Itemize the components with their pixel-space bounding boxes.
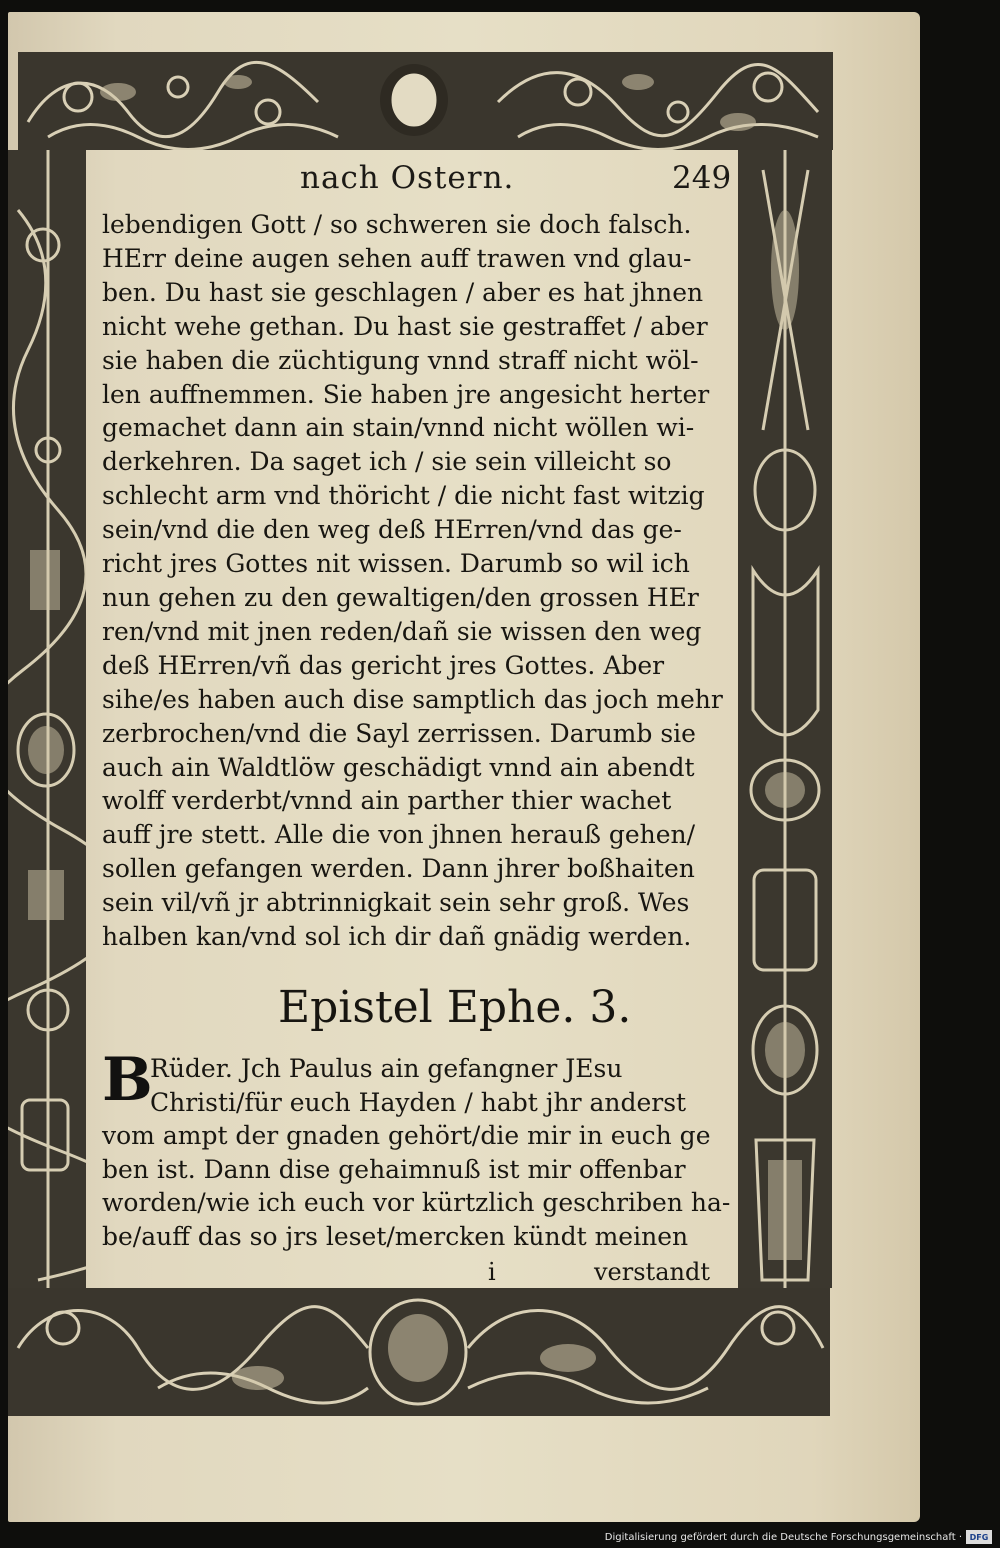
- text-line: HErr deine augen sehen auff trawen vnd glau-: [102, 243, 692, 273]
- text-line: lebendigen Gott / so schweren sie doch falsch.: [102, 210, 692, 239]
- body-text: [102, 208, 738, 954]
- text-line: sein vil/vñ jr abtrinnigkait sein sehr groß. Wes: [102, 888, 690, 918]
- text-line: Rüder. Jch Paulus ain gefangner JEsu: [150, 1054, 623, 1083]
- epistle-text: [102, 1045, 738, 1253]
- text-line: be/auff das so jrs leset/mercken kündt meinen: [102, 1221, 689, 1251]
- text-line: halben kan/vnd sol ich dir dañ gnädig werden.: [102, 922, 692, 952]
- ornamental-border-left: [8, 150, 86, 1288]
- text-line: sie haben die züchtigung vnnd straff nicht wöl-: [102, 345, 699, 375]
- ornamental-border-right: [738, 150, 832, 1288]
- text-line: worden/wie ich euch vor kürtzlich geschriben ha-: [102, 1188, 731, 1217]
- text-line: ben ist. Dann dise gehaimnuß ist mir offenbar: [102, 1154, 686, 1184]
- text-line: wolff verderbt/vnnd ain parther thier wachet: [102, 786, 672, 816]
- text-line: sein/vnd die den weg deß HErren/vnd das ge-: [102, 515, 682, 545]
- text-line: deß HErren/vñ das gericht jres Gottes. Aber: [102, 650, 665, 680]
- text-line: gemachet dann ain stain/vnnd nicht wöllen wi-: [102, 413, 695, 443]
- section-heading: Epistel Ephe. 3.: [278, 982, 632, 1033]
- text-line: richt jres Gottes nit wissen. Darumb so wil ich: [102, 549, 690, 579]
- drop-cap: B: [102, 1045, 153, 1115]
- text-line: nun gehen zu den gewaltigen/den grossen HEr: [102, 582, 699, 612]
- running-head: nach Ostern.: [300, 160, 515, 196]
- text-line: zerbrochen/vnd die Sayl zerrissen. Darumb sie: [102, 718, 696, 748]
- signature-mark: i: [488, 1258, 496, 1286]
- ornamental-border-bottom: [8, 1288, 830, 1416]
- text-line: derkehren. Da saget ich / sie sein villeicht so: [102, 447, 672, 477]
- digitization-credit: Digitalisierung gefördert durch die Deutsche Forschungsgemeinschaft ·: [604, 1532, 962, 1543]
- text-line: ben. Du hast sie geschlagen / aber es hat jhnen: [102, 277, 704, 307]
- page-number: 249: [672, 160, 732, 196]
- text-line: sollen gefangen werden. Dann jhrer boßhaiten: [102, 854, 695, 884]
- dfg-logo: DFG: [966, 1530, 992, 1544]
- text-line: auff jre stett. Alle die von jhnen herauß gehen/: [102, 820, 696, 850]
- text-line: nicht wehe gethan. Du hast sie gestraffet / aber: [102, 311, 708, 341]
- cartouche-ornament: [376, 60, 452, 140]
- text-line: schlecht arm vnd thöricht / die nicht fast witzig: [102, 481, 705, 511]
- text-line: Christi/für euch Hayden / habt jhr anderst: [150, 1087, 687, 1117]
- text-line: auch ain Waldtlöw geschädigt vnnd ain abendt: [102, 752, 695, 782]
- text-line: ren/vnd mit jnen reden/dañ sie wissen den weg: [102, 616, 702, 646]
- text-line: sihe/es haben auch dise samptlich das joch mehr: [102, 684, 723, 714]
- text-line: vom ampt der gnaden gehört/die mir in euch ge: [102, 1121, 711, 1150]
- text-line: len auffnemmen. Sie haben jre angesicht herter: [102, 379, 710, 409]
- catchword: verstandt: [594, 1258, 710, 1286]
